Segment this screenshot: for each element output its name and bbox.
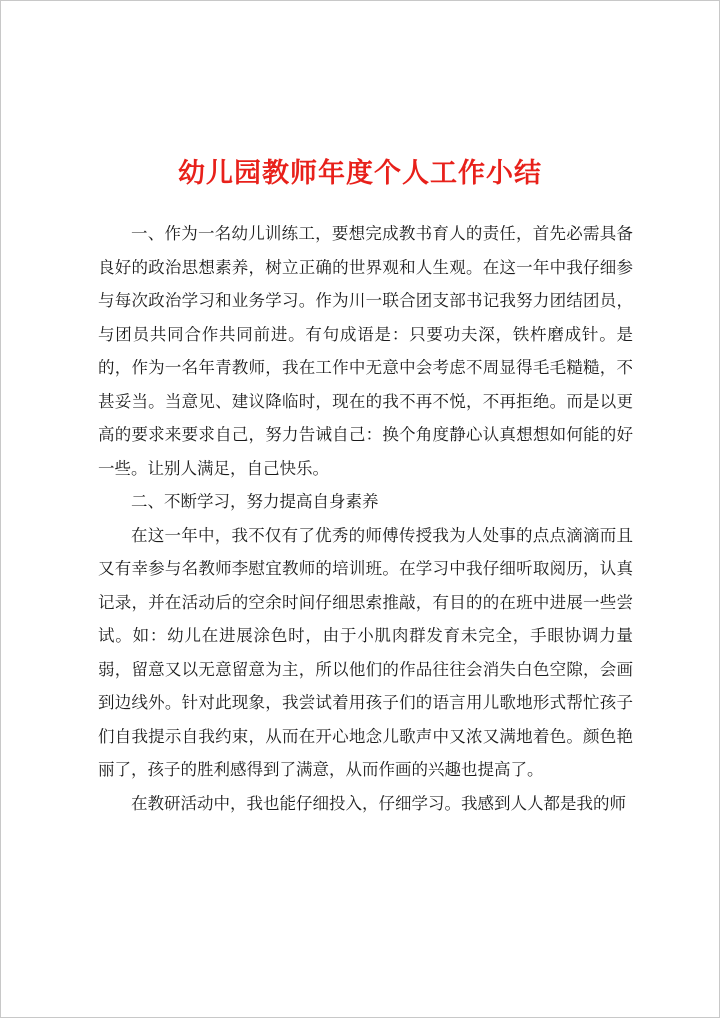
paragraph-training: 在这一年中，我不仅有了优秀的师傅传授我为人处事的点点滴滴而且又有幸参与名教师李慰宜教师的培训班。在学习中我仔细听取阅历，认真记录，并在活动后的空余时间仔细思索推敲，有目的的在班中进展一些尝试。如：幼儿在进展涂色时，由于小肌肉群发育未完全，手眼协调力量弱，留意又以无意留意为主，所以他们的作品往往会消失白色空隙，会画到边线外。针对此现象，我尝试着用孩子们的语言用儿歌地形式帮忙孩子们自我提示自我约束，从而在开心地念儿歌声中又浓又满地着色。颜色艳丽了，孩子的胜利感得到了满意，从而作画的兴趣也提高了。	[98, 525, 633, 779]
section-heading-study: 二、不断学习，努力提高自身素养	[131, 492, 379, 511]
paragraph-political-quality: 一、作为一名幼儿训练工，要想完成教书育人的责任，首先必需具备良好的政治思想素养，树立正确的世界观和人生观。在这一年中我仔细参与每次政治学习和业务学习。作为川一联合团支部书记我努力团结团员，与团员共同合作共同前进。有句成语是：只要功夫深，铁杵磨成针。是的，作为一名年青教师，我在工作中无意中会考虑不周显得毛毛糙糙，不甚妥当。当意见、建议降临时，现在的我不再不悦，不再拒绝。而是以更高的要求来要求自己，努力告诫自己：换个角度静心认真想想如何能的好一些。让别人满足，自己快乐。	[98, 224, 633, 478]
document-body	[98, 217, 633, 820]
paragraph-research-activity: 在教研活动中，我也能仔细投入，仔细学习。我感到人人都是我的师	[131, 793, 626, 813]
document-title: 幼儿园教师年度个人工作小结	[178, 158, 542, 189]
